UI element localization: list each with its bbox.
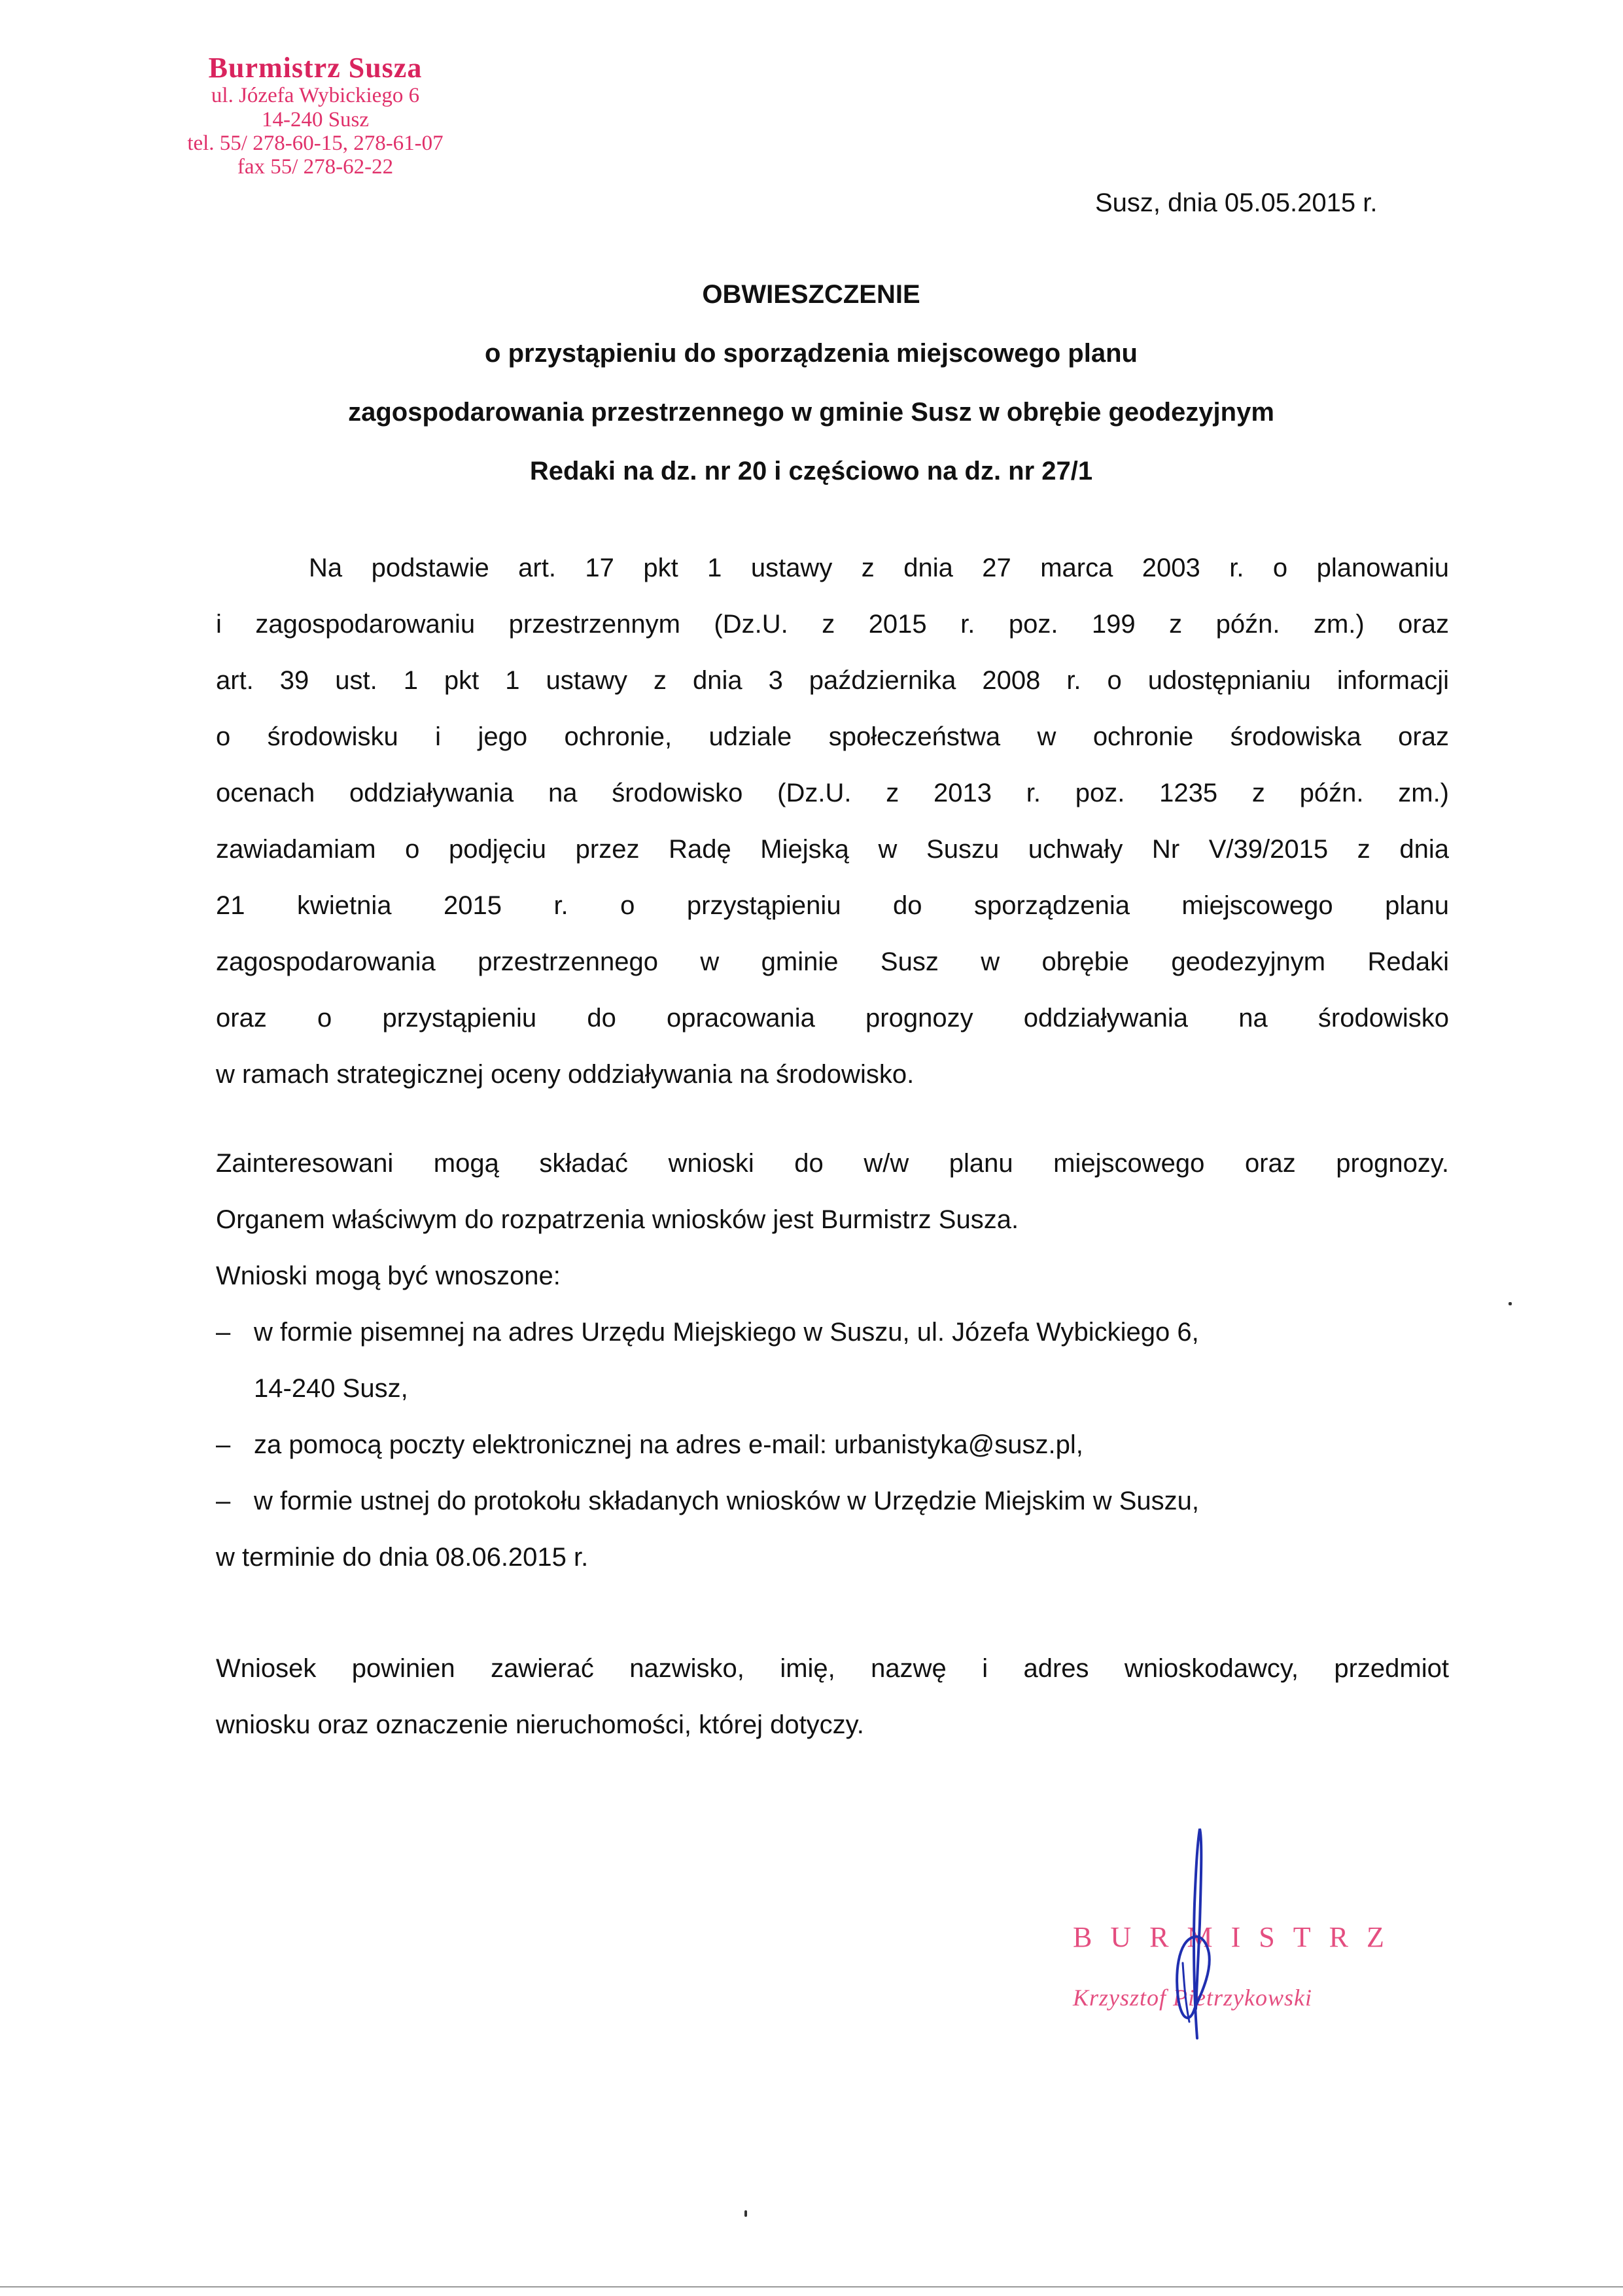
list-item-continuation: 14-240 Susz, — [254, 1374, 408, 1403]
list-item-text: w formie ustnej do protokołu składanych wniosków w Urzędzie Miejskim w Suszu, — [254, 1487, 1199, 1515]
subtitle-line: zagospodarowania przestrzennego w gminie Susz w obrębie geodezyjnym — [348, 398, 1274, 427]
document-date: Susz, dnia 05.05.2015 r. — [1095, 188, 1378, 217]
stamp-title: Burmistrz Susza — [208, 52, 423, 84]
stamp-address: ul. Józefa Wybickiego 6 — [211, 84, 420, 108]
paragraph-line: zagospodarowania przestrzennego w gminie Susz w obrębie geodezyjnym Redaki — [216, 947, 1449, 976]
subtitle-line: Redaki na dz. nr 20 i częściowo na dz. nr 27/1 — [529, 457, 1093, 486]
paragraph-line: art. 39 ust. 1 pkt 1 ustawy z dnia 3 października 2008 r. o udostępnianiu informacji — [216, 666, 1449, 695]
signature-name: Krzysztof Pietrzykowski — [1073, 1985, 1312, 2011]
list-dash: – — [216, 1487, 231, 1515]
signature-office: BURMISTRZ — [1073, 1921, 1403, 1953]
deadline-line: w terminie do dnia 08.06.2015 r. — [216, 1543, 589, 1572]
list-dash: – — [216, 1430, 231, 1459]
paragraph-line: 21 kwietnia 2015 r. o przystąpieniu do sporządzenia miejscowego planu — [216, 891, 1449, 920]
office-stamp — [145, 52, 485, 179]
paragraph-line: Organem właściwym do rozpatrzenia wniosków jest Burmistrz Susza. — [216, 1205, 1019, 1234]
document-heading: OBWIESZCZENIE — [702, 280, 920, 309]
paragraph-line: ocenach oddziaływania na środowisko (Dz.U. z 2013 r. poz. 1235 z późn. zm.) — [216, 779, 1449, 807]
paragraph-line: Wniosek powinien zawierać nazwisko, imię, nazwę i adres wnioskodawcy, przedmiot — [216, 1654, 1449, 1683]
paragraph-line: oraz o przystąpieniu do opracowania prognozy oddziaływania na środowisko — [216, 1004, 1449, 1033]
list-dash: – — [216, 1318, 231, 1347]
paragraph-line: Zainteresowani mogą składać wnioski do w/w planu miejscowego oraz prognozy. — [216, 1149, 1449, 1178]
stamp-postal: 14-240 Susz — [261, 107, 370, 132]
stamp-phone: tel. 55/ 278-60-15, 278-61-07 — [187, 131, 444, 155]
scan-speck — [1509, 1302, 1512, 1305]
paragraph-line: w ramach strategicznej oceny oddziaływania na środowisko. — [216, 1060, 915, 1089]
list-item-text: za pomocą poczty elektronicznej na adres e-mail: urbanistyka@susz.pl, — [254, 1430, 1083, 1459]
paragraph-line: i zagospodarowaniu przestrzennym (Dz.U. z 2015 r. poz. 199 z późn. zm.) oraz — [216, 610, 1449, 639]
paragraph-line: wniosku oraz oznaczenie nieruchomości, której dotyczy. — [216, 1710, 864, 1739]
handwritten-signature-icon — [1171, 1826, 1236, 2041]
paragraph-line: Wnioski mogą być wnoszone: — [216, 1262, 561, 1290]
stamp-fax: fax 55/ 278-62-22 — [237, 155, 394, 179]
paragraph-line: zawiadamiam o podjęciu przez Radę Miejską w Suszu uchwały Nr V/39/2015 z dnia — [216, 835, 1449, 864]
list-item-text: w formie pisemnej na adres Urzędu Miejskiego w Suszu, ul. Józefa Wybickiego 6, — [254, 1318, 1199, 1347]
scan-speck — [744, 2210, 747, 2217]
paragraph-line: o środowisku i jego ochronie, udziale społeczeństwa w ochronie środowiska oraz — [216, 722, 1449, 751]
page-bottom-edge — [0, 2286, 1623, 2287]
subtitle-line: o przystąpieniu do sporządzenia miejscowego planu — [485, 339, 1138, 368]
paragraph-line: Na podstawie art. 17 pkt 1 ustawy z dnia 27 marca 2003 r. o planowaniu — [309, 554, 1449, 582]
